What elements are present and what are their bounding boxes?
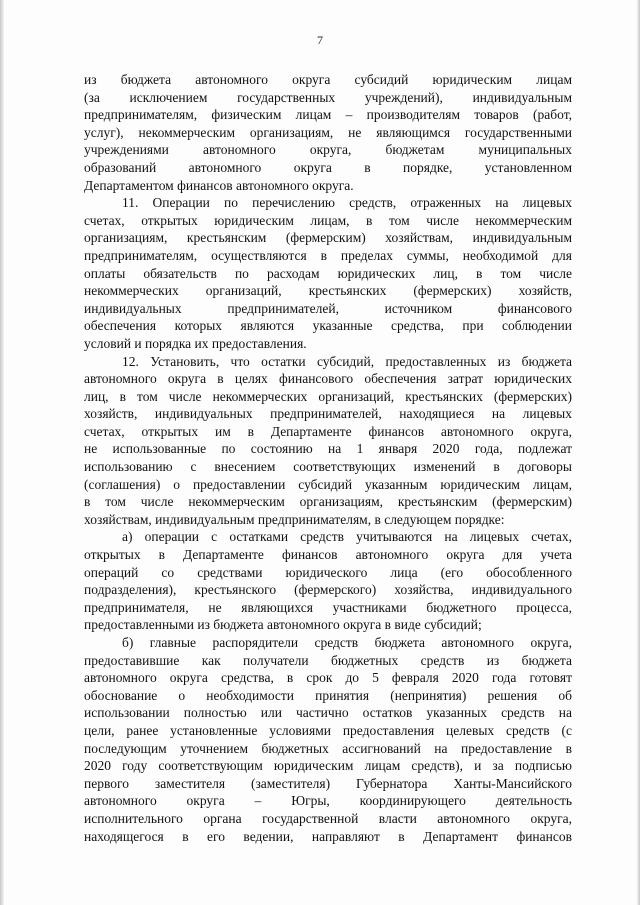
text-line: предпринимателям, физическим лицам – производителям товаров (работ,: [84, 107, 572, 123]
text-line: 11. Операции по перечислению средств, отраженных на лицевых: [122, 195, 572, 211]
text-line: (соглашения) о предоставлении субсидий указанным юридическим лицам,: [84, 476, 572, 492]
text-line: обоснование о необходимости принятия (непринятия) решения об: [84, 687, 572, 703]
text-line: находящегося в его ведении, направляют в Департамент финансов: [84, 828, 572, 844]
text-line: 2020 году соответствующим юридическим лицам средств), и за подписью: [84, 758, 572, 774]
text-line: (за исключением государственных учреждений), индивидуальным: [84, 89, 572, 105]
text-line: предпринимателям, осуществляются в пределах суммы, необходимой для: [84, 247, 572, 263]
text-line: операций со средствами юридического лица (его обособленного: [84, 564, 572, 580]
paragraph: [84, 194, 572, 352]
text-line: условий и порядка их предоставления.: [84, 335, 307, 351]
page-edge-left: [0, 0, 4, 905]
text-line: использованию с внесением соответствующих изменений в договоры: [84, 459, 572, 475]
text-line: не использованные по состоянию на 1 января 2020 года, подлежат: [84, 441, 572, 457]
text-line: открытых в Департаменте финансов автономного округа для учета: [84, 547, 572, 563]
text-line: учреждениями автономного округа, бюджетам муниципальных: [84, 142, 572, 158]
paragraph: [84, 528, 572, 634]
paragraph: [84, 353, 572, 529]
text-line: использовании полностью или частично остатков указанных средств на: [84, 705, 572, 721]
text-line: организациям, крестьянским (фермерским) хозяйствам, индивидуальным: [84, 230, 572, 246]
text-line: первого заместителя (заместителя) Губернатора Ханты-Мансийского: [84, 775, 572, 791]
text-line: 12. Установить, что остатки субсидий, предоставленных из бюджета: [122, 353, 572, 369]
text-line: б) главные распорядители средств бюджета автономного округа,: [122, 635, 572, 650]
text-line: счетах, открытых юридическим лицам, в том числе некоммерческим: [84, 212, 572, 228]
text-line: цели, ранее установленные условиями предоставления целевых средств (с: [84, 722, 572, 738]
text-line: некоммерческих организаций, крестьянских (фермерских) хозяйств,: [84, 283, 572, 299]
text-line: индивидуальных предпринимателей, источником финансового: [84, 300, 572, 316]
text-line: последующим уточнением бюджетных ассигнований на предоставление в: [84, 740, 572, 756]
text-line: автономного округа средства, в срок до 5 февраля 2020 года готовят: [84, 670, 572, 686]
text-line: из бюджета автономного округа субсидий юридическим лицам: [84, 72, 572, 87]
text-line: Департаментом финансов автономного округа.: [84, 177, 354, 193]
text-line: предоставленными из бюджета автономного округа в виде субсидий;: [84, 617, 482, 633]
paragraph: [84, 71, 572, 194]
text-line: хозяйствам, индивидуальным предпринимателям, в следующем порядке:: [84, 511, 505, 527]
text-line: обеспечения которых являются указанные средства, при соблюдении: [84, 318, 572, 334]
text-line: в том числе некоммерческим организациям, крестьянским (фермерским): [84, 494, 572, 510]
text-line: образований автономного округа в порядке, установленном: [84, 159, 572, 175]
text-line: услуг), некоммерческим организациям, не являющимся государственными: [84, 124, 572, 140]
text-line: лиц, в том числе некоммерческих организаций, крестьянских (фермерских): [84, 388, 572, 404]
text-line: оплаты обязательств по расходам юридических лиц, в том числе: [84, 265, 572, 281]
page-number: 7: [317, 33, 323, 47]
text-line: счетах, открытых им в Департаменте финансов автономного округа,: [84, 423, 572, 439]
document-body: [84, 71, 572, 845]
text-line: а) операции с остатками средств учитываются на лицевых счетах,: [122, 529, 572, 545]
text-line: автономного округа в целях финансового обеспечения затрат юридических: [84, 371, 572, 387]
text-line: подразделения), крестьянского (фермерского) хозяйства, индивидуального: [84, 582, 572, 598]
text-line: предпринимателя, не являющихся участниками бюджетного процесса,: [84, 599, 572, 615]
text-line: хозяйств, индивидуальных предпринимателей, находящиеся на лицевых: [84, 406, 572, 422]
text-line: предоставившие как получатели бюджетных средств из бюджета: [84, 652, 572, 668]
text-line: исполнительного органа государственной власти автономного округа,: [84, 810, 572, 826]
paragraph: [84, 634, 572, 845]
text-line: автономного округа – Югры, координирующего деятельность: [84, 793, 572, 809]
